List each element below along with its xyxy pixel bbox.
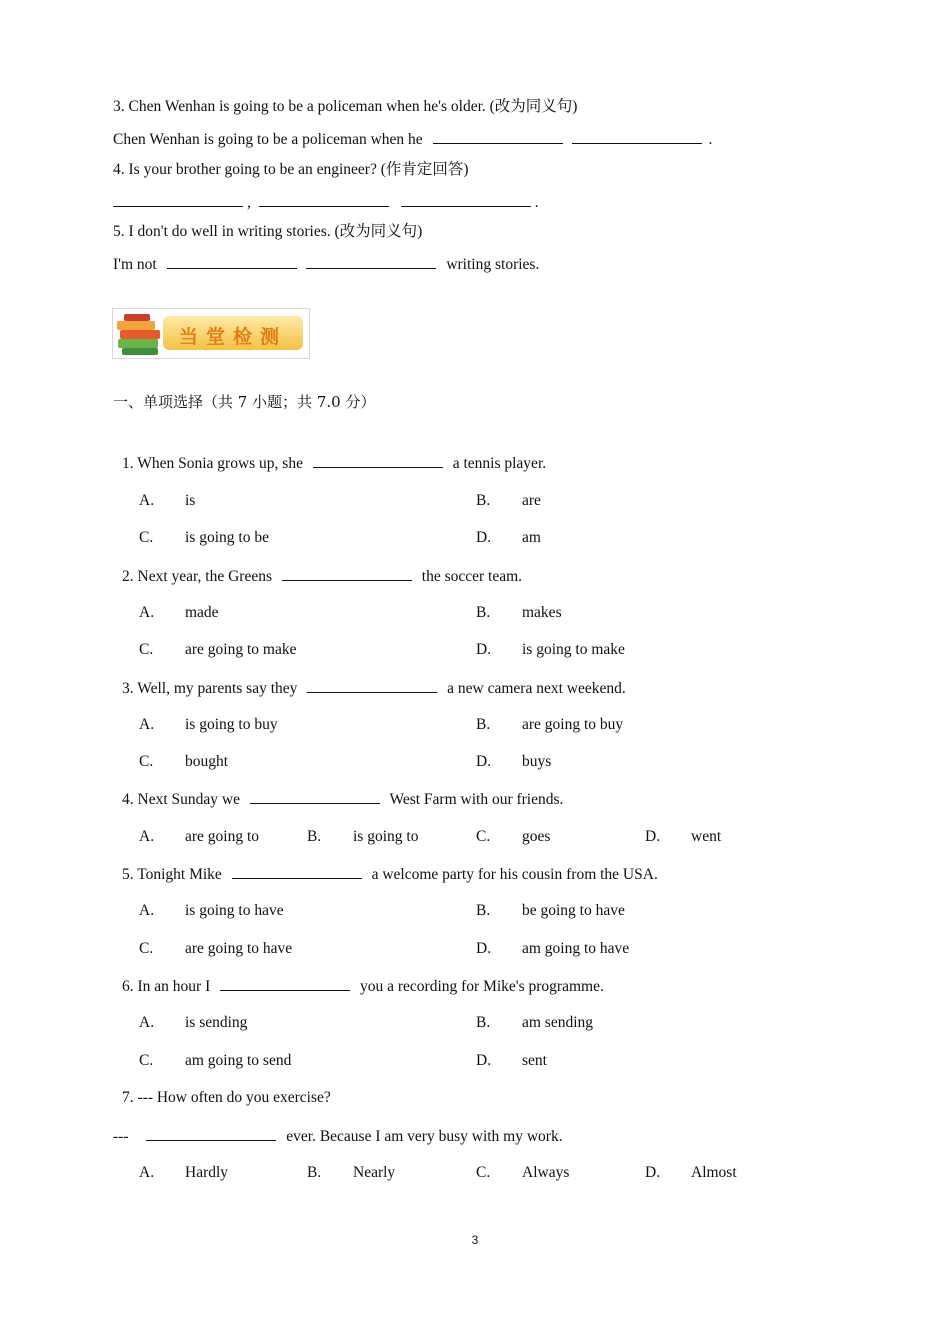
option-d[interactable] <box>645 1163 737 1183</box>
q3-answer-line <box>113 129 712 150</box>
stem-text: 1. When Sonia grows up, she <box>122 455 303 472</box>
option-letter: C. <box>139 940 154 957</box>
question-7-answer-line <box>113 1126 563 1147</box>
option-letter: C. <box>139 1052 154 1069</box>
banner-title: 当堂检测 <box>178 326 287 348</box>
option-letter: D. <box>645 828 661 845</box>
option-text: are going to <box>185 828 260 845</box>
answer-blank[interactable] <box>572 129 702 144</box>
option-b[interactable] <box>476 491 541 511</box>
answer-blank[interactable] <box>220 976 350 991</box>
option-text: is going to be <box>185 529 269 546</box>
option-letter: A. <box>139 716 155 733</box>
option-text: goes <box>522 828 551 845</box>
stem-text: a new camera next weekend. <box>447 680 626 697</box>
option-letter: C. <box>476 828 491 845</box>
q5-prefix: I'm not <box>113 256 157 273</box>
option-b[interactable] <box>476 1013 593 1033</box>
option-d[interactable] <box>645 827 721 847</box>
q5-answer-line <box>113 254 539 275</box>
option-c[interactable] <box>139 528 269 548</box>
option-text: makes <box>522 604 562 621</box>
option-text: is sending <box>185 1014 248 1031</box>
stem-text: a welcome party for his cousin from the USA. <box>371 866 658 883</box>
question-7-stem: 7. --- How often do you exercise? <box>122 1089 331 1106</box>
answer-blank[interactable] <box>307 678 437 693</box>
option-c[interactable] <box>476 1163 569 1183</box>
q3-transform-prompt: 3. Chen Wenhan is going to be a policeman when he's older. (改为同义句) <box>113 98 578 115</box>
q5-suffix: writing stories. <box>446 256 540 273</box>
answer-blank[interactable] <box>401 192 531 207</box>
stem-text: 3. Well, my parents say they <box>122 680 298 697</box>
option-text: Almost <box>691 1164 737 1181</box>
option-letter: A. <box>139 1014 155 1031</box>
option-letter: D. <box>476 940 492 957</box>
option-d[interactable] <box>476 528 541 548</box>
stem-text: West Farm with our friends. <box>389 791 564 808</box>
option-letter: A. <box>139 828 155 845</box>
stem-text: --- <box>113 1128 129 1145</box>
option-letter: B. <box>476 902 491 919</box>
option-d[interactable] <box>476 939 629 959</box>
option-text: Hardly <box>185 1164 229 1181</box>
option-letter: A. <box>139 902 155 919</box>
answer-blank[interactable] <box>146 1126 276 1141</box>
option-text: is <box>185 492 196 509</box>
q4-end: . <box>534 194 539 211</box>
question-1-stem <box>122 453 546 474</box>
option-b[interactable] <box>476 715 623 735</box>
answer-blank[interactable] <box>433 129 563 144</box>
option-text: is going to have <box>185 902 284 919</box>
question-2-stem <box>122 566 522 587</box>
option-a[interactable] <box>139 1163 228 1183</box>
option-b[interactable] <box>476 603 562 623</box>
option-d[interactable] <box>476 1051 547 1071</box>
stem-text: 4. Next Sunday we <box>122 791 240 808</box>
books-icon <box>114 309 166 359</box>
option-text: am sending <box>522 1014 594 1031</box>
banner-title-box <box>163 316 303 350</box>
option-letter: B. <box>476 604 491 621</box>
option-c[interactable] <box>139 939 292 959</box>
option-c[interactable] <box>139 1051 291 1071</box>
option-a[interactable] <box>139 901 284 921</box>
option-letter: C. <box>139 529 154 546</box>
stem-text: the soccer team. <box>421 568 523 585</box>
q3-answer-prefix: Chen Wenhan is going to be a policeman when he <box>113 131 423 148</box>
q4-answer-prompt: 4. Is your brother going to be an engineer? (作肯定回答) <box>113 161 469 178</box>
option-text: be going to have <box>522 902 625 919</box>
answer-blank[interactable] <box>250 789 380 804</box>
option-text: buys <box>522 753 552 770</box>
page-number: 3 <box>471 1233 479 1247</box>
question-3-stem <box>122 678 626 699</box>
q3-answer-end: . <box>708 131 713 148</box>
option-letter: B. <box>476 1014 491 1031</box>
option-letter: B. <box>307 828 322 845</box>
answer-blank[interactable] <box>313 453 443 468</box>
answer-blank[interactable] <box>113 192 243 207</box>
option-text: am going to send <box>185 1052 292 1069</box>
option-text: bought <box>185 753 229 770</box>
option-letter: C. <box>476 1164 491 1181</box>
option-d[interactable] <box>476 640 625 660</box>
option-text: am going to have <box>522 940 630 957</box>
question-4-stem <box>122 789 563 810</box>
q4-sep: , <box>247 194 251 211</box>
question-6-stem <box>122 976 604 997</box>
option-b[interactable] <box>307 1163 395 1183</box>
stem-text: 5. Tonight Mike <box>122 866 222 883</box>
option-text: Nearly <box>353 1164 396 1181</box>
answer-blank[interactable] <box>282 566 412 581</box>
q5-transform-prompt: 5. I don't do well in writing stories. (改为同义句) <box>113 223 423 240</box>
section-banner <box>112 308 310 359</box>
answer-blank[interactable] <box>232 864 362 879</box>
question-5-stem <box>122 864 658 885</box>
option-letter: B. <box>307 1164 322 1181</box>
option-letter: B. <box>476 492 491 509</box>
stem-text: ever. Because I am very busy with my work. <box>286 1128 563 1145</box>
option-letter: A. <box>139 492 155 509</box>
option-letter: D. <box>476 641 492 658</box>
option-a[interactable] <box>139 603 219 623</box>
option-text: is going to make <box>522 641 625 658</box>
option-text: are <box>522 492 541 509</box>
option-letter: D. <box>476 1052 492 1069</box>
option-d[interactable] <box>476 752 551 772</box>
stem-text: you a recording for Mike's programme. <box>360 978 604 995</box>
option-c[interactable] <box>139 640 296 660</box>
option-letter: A. <box>139 1164 155 1181</box>
option-letter: C. <box>139 753 154 770</box>
option-a[interactable] <box>139 715 278 735</box>
option-text: are going to buy <box>522 716 624 733</box>
option-a[interactable] <box>139 827 259 847</box>
option-a[interactable] <box>139 491 195 511</box>
option-text: Always <box>522 1164 570 1181</box>
option-text: is going to buy <box>185 716 278 733</box>
option-text: am <box>522 529 541 546</box>
option-letter: D. <box>645 1164 661 1181</box>
option-text: sent <box>522 1052 547 1069</box>
option-letter: C. <box>139 641 154 658</box>
stem-text: 2. Next year, the Greens <box>122 568 273 585</box>
q4-answer-line <box>113 192 539 213</box>
option-text: are going to make <box>185 641 297 658</box>
option-text: made <box>185 604 219 621</box>
option-letter: D. <box>476 529 492 546</box>
answer-blank[interactable] <box>167 254 297 269</box>
option-text: went <box>691 828 722 845</box>
option-letter: A. <box>139 604 155 621</box>
option-a[interactable] <box>139 1013 247 1033</box>
option-b[interactable] <box>307 827 418 847</box>
option-text: is going to <box>353 828 419 845</box>
option-letter: B. <box>476 716 491 733</box>
option-c[interactable] <box>139 752 228 772</box>
option-c[interactable] <box>476 827 550 847</box>
option-letter: D. <box>476 753 492 770</box>
answer-blank[interactable] <box>259 192 389 207</box>
option-text: are going to have <box>185 940 293 957</box>
stem-text: 6. In an hour I <box>122 978 211 995</box>
section-heading: 一、单项选择（共 7 小题；共 7.0 分） <box>113 393 376 411</box>
stem-text: a tennis player. <box>452 455 547 472</box>
option-b[interactable] <box>476 901 625 921</box>
answer-blank[interactable] <box>306 254 436 269</box>
